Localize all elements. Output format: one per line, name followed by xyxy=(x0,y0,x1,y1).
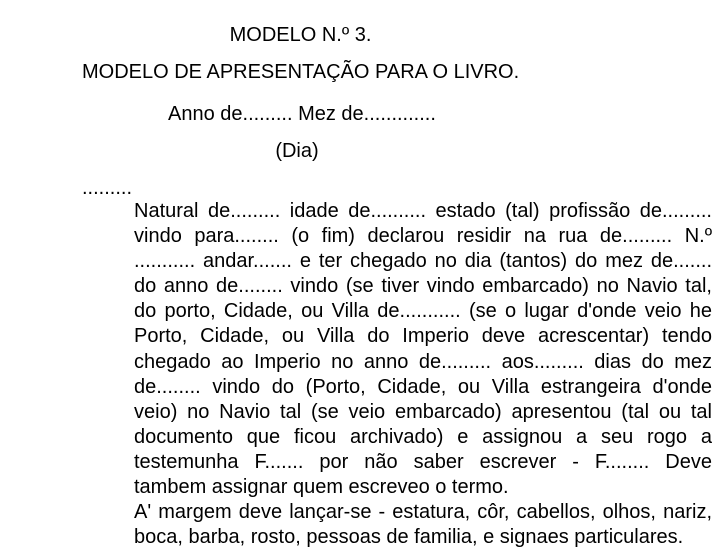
paragraph1-line: veio) no Navio tal (se veio embarcado) apresentou (tal ou tal xyxy=(134,400,712,423)
paragraph1-line: do anno de........ vindo (se tiver vindo embarcado) no Navio tal, xyxy=(134,275,712,298)
paragraph2-last-line: boca, barba, rosto, pessoas de familia, e signaes particulares. xyxy=(134,526,684,549)
title-heading: MODELO DE APRESENTAÇÃO PARA O LIVRO. xyxy=(82,61,520,83)
paragraph1-line: chegado ao Imperio no anno de......... aos......... dias do mez xyxy=(134,350,712,373)
date-line: Anno de......... Mez de............. xyxy=(168,103,436,125)
title-model-number: MODELO N.º 3. xyxy=(229,24,372,46)
paragraph1-line: ........... andar....... e ter chegado no dia (tantos) do mez de....... xyxy=(134,250,712,273)
paragraph1-line: testemunha F....... por não saber escrever - F........ Deve xyxy=(134,450,712,473)
paragraph1-last-line: tambem assignar quem escreveo o termo. xyxy=(134,476,509,499)
body-text-block xyxy=(134,199,712,550)
margin-dots: ......... xyxy=(82,177,133,199)
paragraph1-line: Natural de......... idade de.......... estado (tal) profissão de......... xyxy=(134,200,712,222)
paragraph1-line: do porto, Cidade, ou Villa de........... (se o lugar d'onde veio he xyxy=(134,300,712,323)
day-label: (Dia) xyxy=(275,140,319,162)
paragraph1-line: de........ vindo do (Porto, Cidade, ou Villa estrangeira d'onde xyxy=(134,375,712,398)
paragraph2-line: A' margem deve lançar-se - estatura, côr, cabellos, olhos, nariz, xyxy=(134,501,712,524)
paragraph1-line: Porto, Cidade, ou Villa do Imperio deve acrescentar) tendo xyxy=(134,325,712,348)
paragraph1-line: vindo para........ (o fim) declarou residir na rua de......... N.º xyxy=(134,225,712,248)
paragraph1-line: documento que ficou archivado) e assignou a seu rogo a xyxy=(134,425,712,448)
